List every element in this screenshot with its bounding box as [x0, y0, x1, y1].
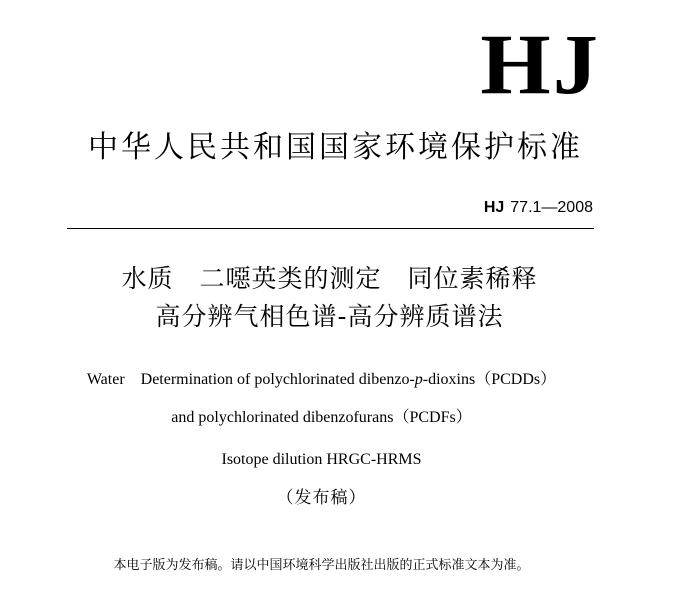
chinese-title-line-2: 高分辨气相色谱-高分辨质谱法 — [155, 302, 504, 331]
english-title-line-1-end: -dioxins（PCDDs） — [422, 371, 557, 388]
standard-code: 77.1—2008 — [510, 199, 593, 216]
hj-logo: HJ — [480, 16, 600, 112]
footnote: 本电子版为发布稿。请以中国环境科学出版社出版的正式标准文本为准。 — [113, 558, 530, 573]
standard-prefix: HJ — [483, 199, 505, 216]
english-title-line-1 — [0, 370, 659, 390]
english-title-line-1-start: Water Determination of polychlorinated dibenzo- — [86, 371, 415, 388]
english-title-line-3: Isotope dilution HRGC-HRMS — [221, 451, 422, 468]
standard-number — [484, 198, 593, 218]
issuing-organization: 中华人民共和国国家环境保护标准 — [88, 130, 583, 165]
english-title-italic-p: p — [414, 371, 423, 388]
chinese-title-line-1: 水质 二噁英类的测定 同位素稀释 — [121, 264, 538, 293]
release-status: （发布稿） — [276, 488, 367, 508]
header-divider — [67, 228, 594, 229]
english-title-line-2: and polychlorinated dibenzofurans（PCDFs） — [171, 409, 472, 426]
